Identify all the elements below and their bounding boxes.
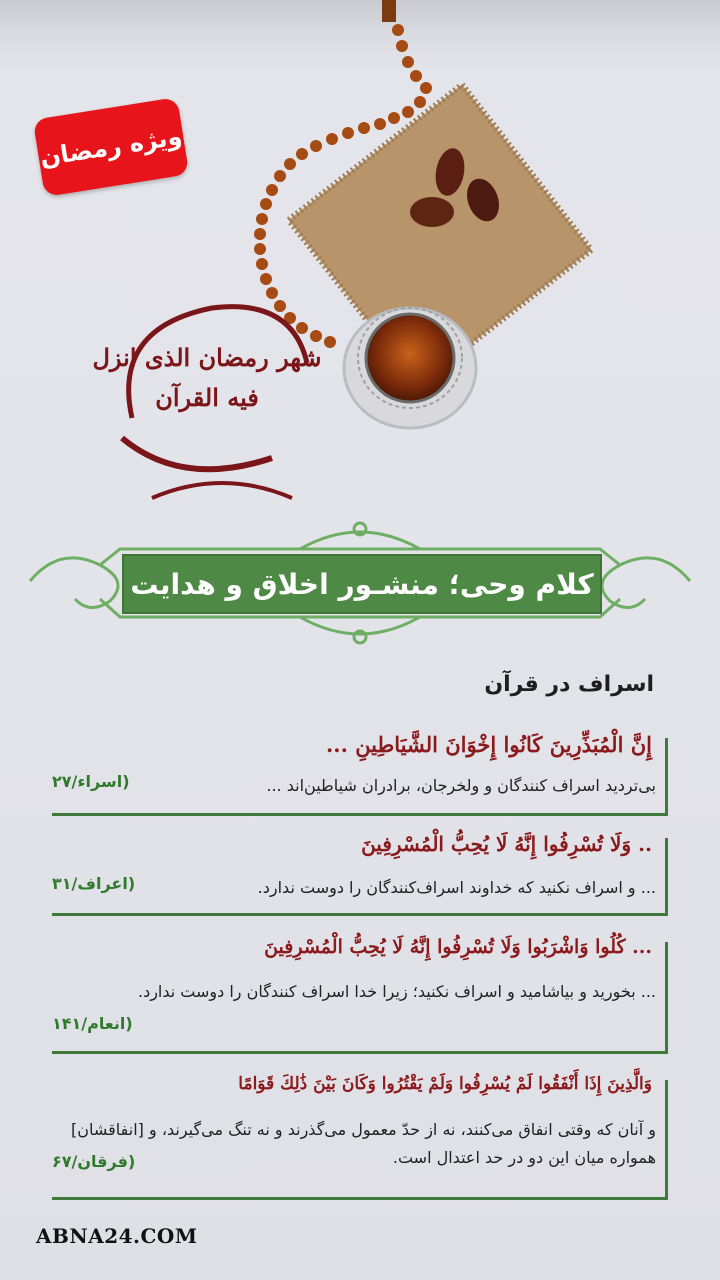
verse-card xyxy=(52,732,668,816)
tea-glass xyxy=(344,308,476,428)
banner-title: کلام وحی؛ منشـور اخلاق و هدایت xyxy=(122,554,602,614)
verse-reference: (فرقان/۶۷ xyxy=(52,1152,136,1171)
verse-underline xyxy=(52,1051,668,1054)
verse-translation: ... بخورید و بیاشامید و اسراف نکنید؛ زیرا خدا اسراف کنندگان را دوست ندارد. xyxy=(137,982,656,1001)
verse-card xyxy=(52,832,668,916)
verse-card xyxy=(52,936,668,1054)
verse-accent-bar xyxy=(665,838,668,916)
section-title: اسراف در قرآن xyxy=(484,672,654,697)
verse-arabic: إِنَّ الْمُبَذِّرِينَ كَانُوا إِخْوَانَ الشَّيَاطِينِ ... xyxy=(325,732,652,757)
calligraphy-text: شهر رمضان الذی انزل فیه القرآن xyxy=(92,343,322,412)
verse-card xyxy=(52,1074,668,1200)
verse-underline xyxy=(52,813,668,816)
verse-arabic: .. وَلَا تُسْرِفُوا إِنَّهُ لَا يُحِبُّ الْمُسْرِفِينَ xyxy=(361,832,652,856)
verse-accent-bar xyxy=(665,738,668,816)
verse-underline xyxy=(52,1197,668,1200)
verse-reference: (انعام/۱۴۱ xyxy=(52,1014,133,1033)
verse-arabic: وَالَّذِينَ إِذَا أَنْفَقُوا لَمْ يُسْرِفُوا وَلَمْ يَقْتُرُوا وَكَانَ بَيْنَ ذَٰلِكَ قَوَامًا xyxy=(238,1074,652,1094)
verse-arabic: ... كُلُوا وَاشْرَبُوا وَلَا تُسْرِفُوا إِنَّهُ لَا يُحِبُّ الْمُسْرِفِينَ xyxy=(264,936,652,958)
verse-accent-bar xyxy=(665,1080,668,1200)
verse-accent-bar xyxy=(665,942,668,1054)
verse-translation: و آنان که وقتی انفاق می‌کنند، نه از حدّ معمول می‌گذرند و نه تنگ می‌گیرند، و [انفاقشان] همواره میان این دو در حد اعتدال است. xyxy=(71,1120,656,1167)
verse-translation: بی‌تردید اسراف کنندگان و ولخرجان، برادران شیاطین‌اند ... xyxy=(266,776,656,795)
ramadan-special-badge: ویژه رمضان xyxy=(33,97,189,197)
site-url: ABNA24.COM xyxy=(36,1224,198,1248)
beads-tassel xyxy=(382,0,396,22)
verse-reference: (اسراء/۲۷ xyxy=(52,772,130,791)
ramadan-calligraphy xyxy=(92,268,322,508)
verse-translation: ... و اسراف نکنید که خداوند اسراف‌کنندگان را دوست ندارد. xyxy=(257,878,656,897)
verse-underline xyxy=(52,913,668,916)
verse-reference: (اعراف/۳۱ xyxy=(52,874,136,893)
